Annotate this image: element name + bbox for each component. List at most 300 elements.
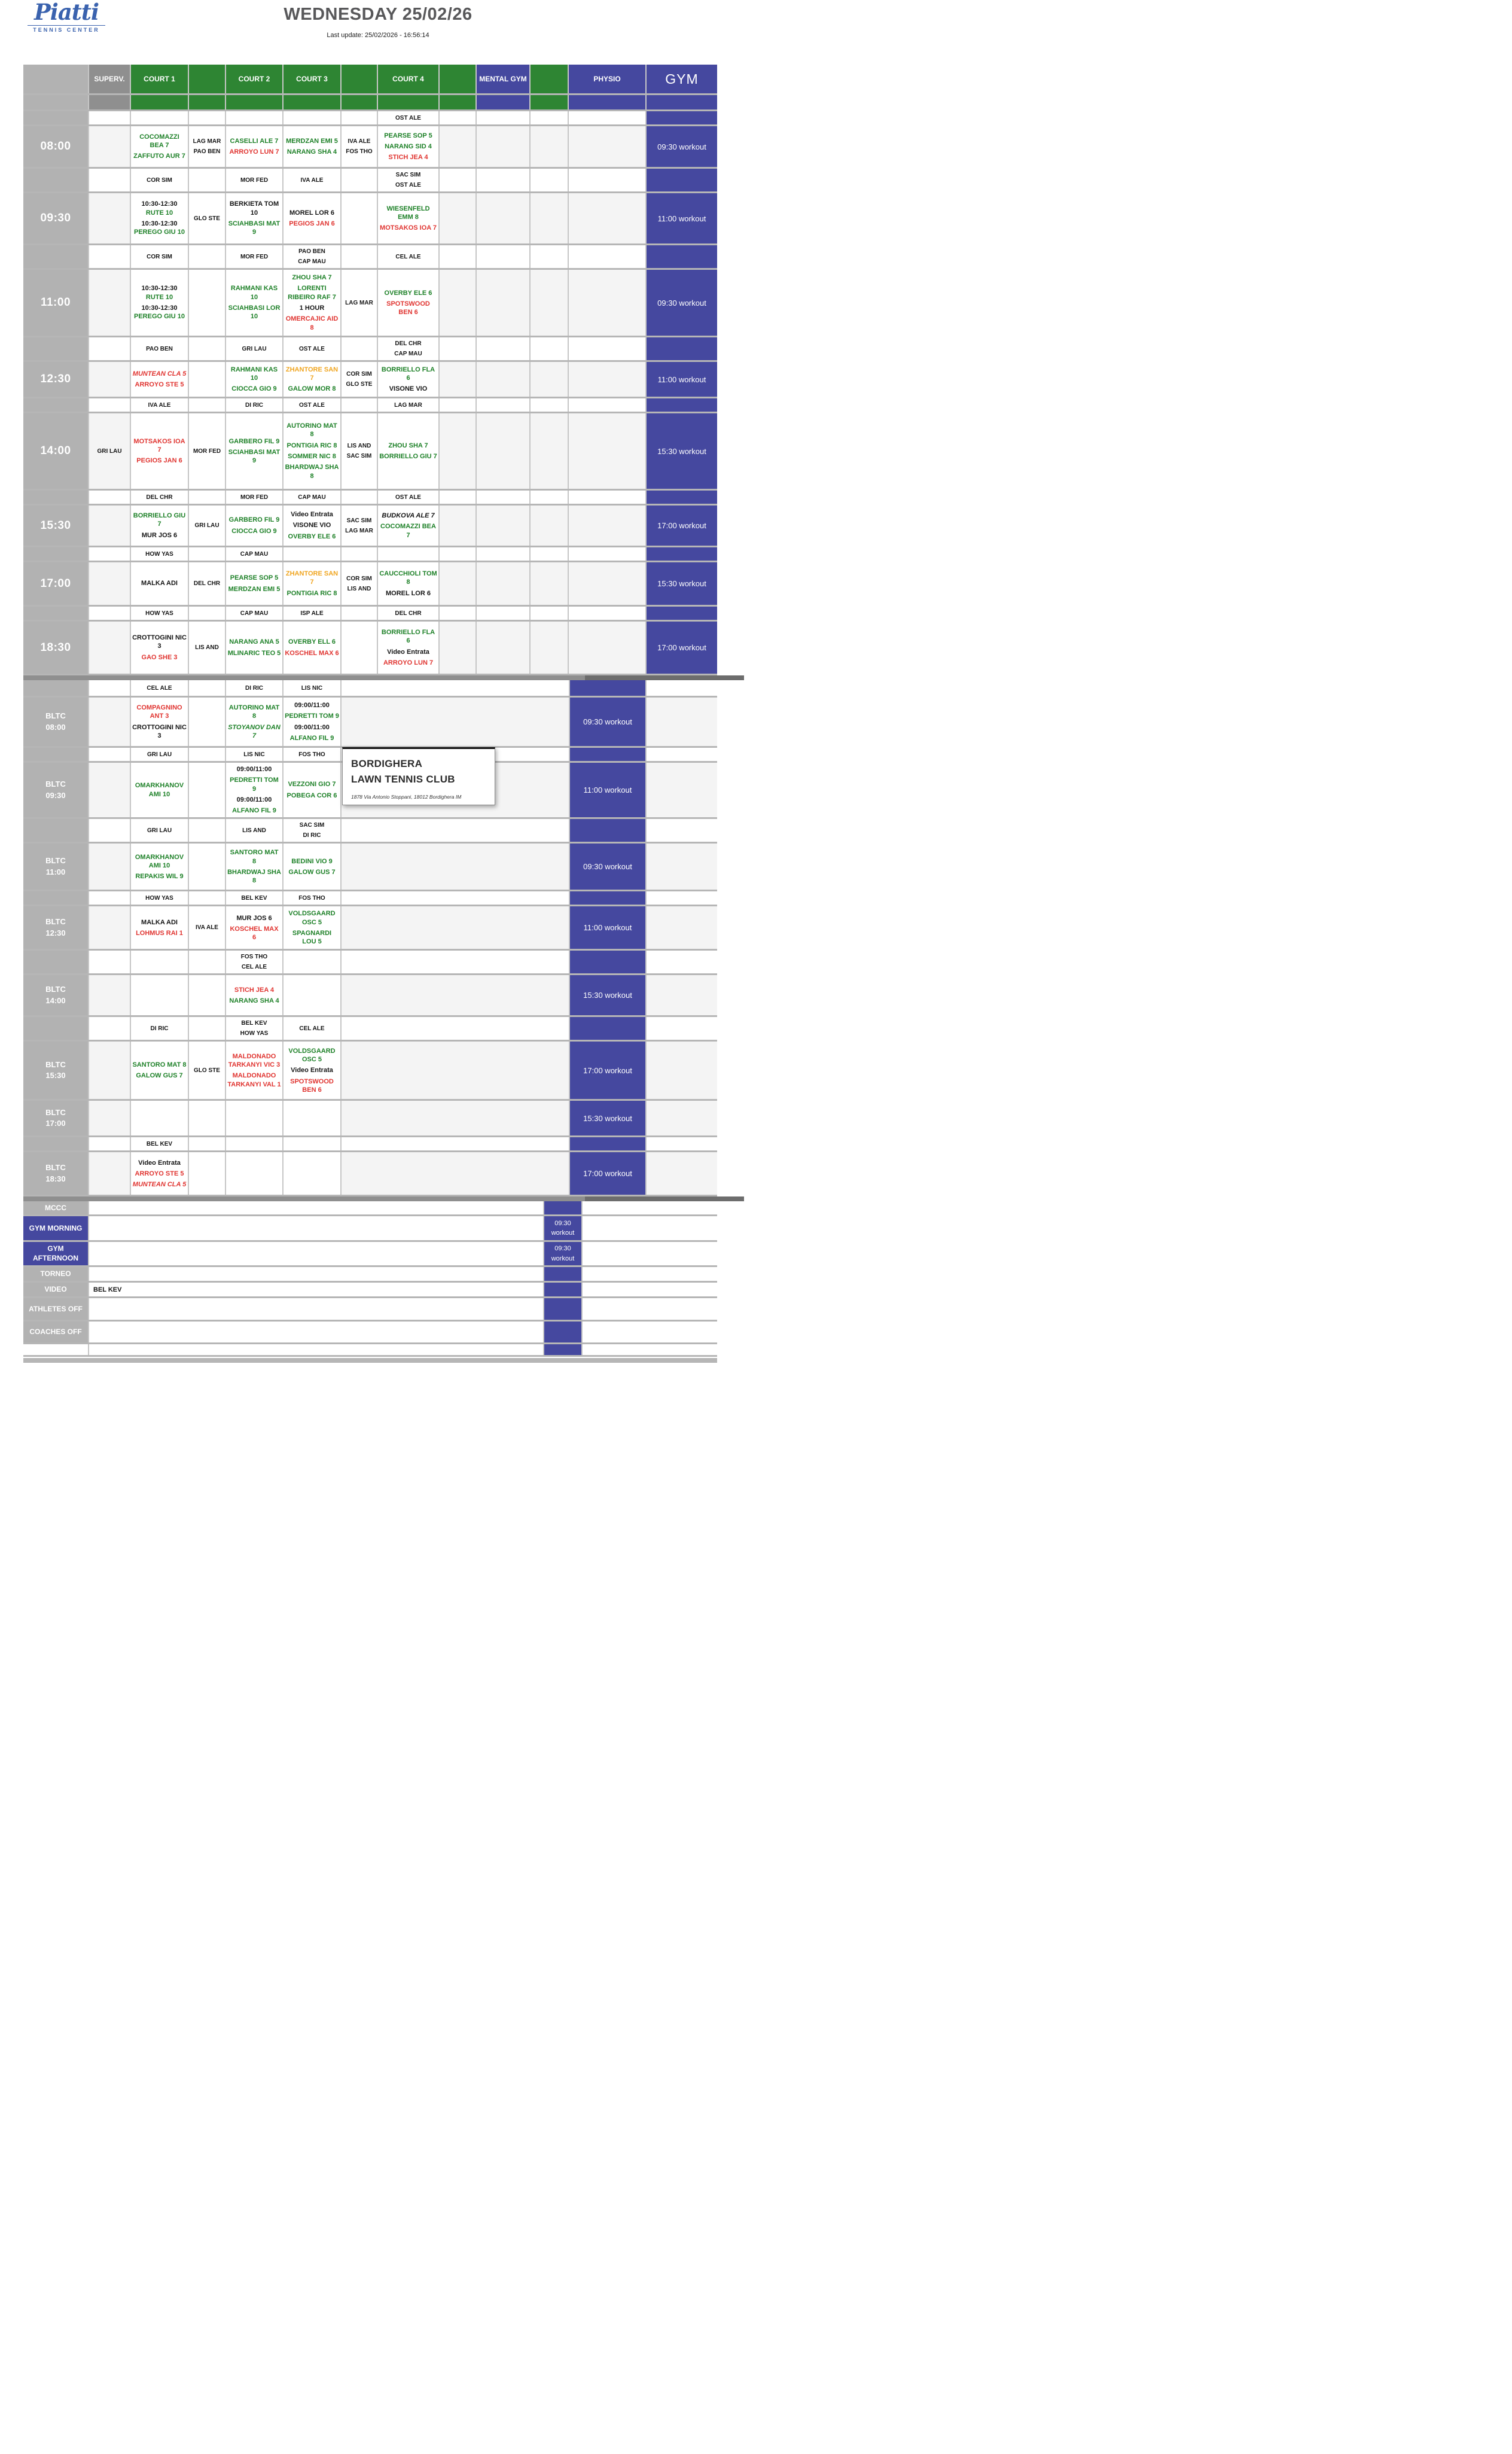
status-row-label: ATHLETES OFF: [29, 1304, 83, 1313]
schedule-entry: [231, 805, 277, 816]
schedule-entry: [132, 303, 187, 322]
cell-n3: [440, 362, 477, 397]
time-slot-label: 15:30: [40, 519, 71, 532]
mini-cell-sup: [89, 891, 131, 905]
cell-c1: [131, 193, 189, 243]
bltc-row-BLTC-12:30: [23, 906, 717, 951]
cell-time: [23, 1101, 89, 1135]
mini-cell-c4: [378, 111, 440, 124]
supervisor-name: DEL CHR: [395, 610, 422, 617]
entry-text: BUDKOVA ALE 7: [382, 512, 435, 520]
cell-c4: [378, 562, 440, 605]
status-cell-blue: [544, 1344, 583, 1355]
status-cell-wide: [89, 1344, 544, 1355]
cell-wk: [570, 698, 647, 746]
schedule-entry: [291, 856, 333, 867]
bltc-time-slot-label: BLTC 12:30: [45, 917, 66, 937]
mini-cell-c3: [284, 891, 342, 905]
mini-cell-c3: [284, 547, 342, 561]
mini-cell-time: [23, 1137, 89, 1150]
cell-c2: [226, 193, 284, 243]
section-divider-2: [23, 1196, 756, 1201]
cell-n1: [189, 193, 226, 243]
header-band-c1: [131, 95, 189, 109]
cell-mg: [477, 413, 531, 489]
cell-ph: [569, 270, 647, 336]
cell-c3: [284, 126, 342, 167]
cell-gym: [647, 126, 717, 167]
mini-cell-c1: [131, 607, 189, 620]
mini-cell-n1: [189, 951, 226, 973]
schedule-entry: [284, 1046, 340, 1065]
supervisor-row: [23, 1137, 717, 1152]
cell-n3: [440, 413, 477, 489]
mini-cell-n1: [189, 398, 226, 412]
column-header-label: COURT 4: [392, 74, 424, 83]
supervisor-name: COR SIM: [147, 253, 172, 260]
bltc-row-BLTC-15:30: [23, 1042, 717, 1101]
schedule-entry: [132, 218, 187, 238]
status-cell-lab: [23, 1298, 89, 1320]
schedule-entry: [388, 440, 428, 451]
schedule-entry: [227, 775, 282, 794]
divider-left: [23, 1196, 585, 1201]
mini-cell-ph: [569, 245, 647, 268]
mini-cell-n2: [342, 491, 378, 504]
entry-text: OVERBY ELE 6: [288, 532, 336, 540]
mini-cell-n4: [531, 547, 569, 561]
supervisor-name: LIS AND: [195, 644, 219, 651]
supervisor-name: BEL KEV: [241, 894, 267, 902]
cell-fill: [647, 1101, 717, 1135]
schedule-entry: [227, 364, 282, 384]
cell-n4: [531, 622, 569, 674]
schedule-entry: [227, 218, 282, 238]
cell-sup: [89, 1152, 131, 1195]
mini-cell-n2: [342, 111, 378, 124]
cell-c1: [131, 906, 189, 949]
entry-text: GALOW GUS 7: [136, 1072, 183, 1080]
entry-text: MOTSAKOS IOA 7: [133, 437, 185, 453]
cell-n4: [531, 126, 569, 167]
cell-c1: [131, 622, 189, 674]
mini-cell-n4: [531, 398, 569, 412]
entry-text: BEDINI VIO 9: [291, 857, 333, 865]
entry-text: BHARDWAJ SHA 8: [227, 868, 281, 885]
entry-text: LOHMUS RAI 1: [136, 929, 183, 937]
mini-cell-c3: [284, 491, 342, 504]
status-cell-blue: [544, 1216, 583, 1240]
schedule-row-08:00: [23, 126, 717, 169]
mini-cell-wk: [570, 1137, 647, 1150]
mini-cell-time: [23, 819, 89, 842]
schedule-entry: [299, 303, 325, 313]
cell-n1: [189, 698, 226, 746]
mini-cell-c3: [284, 337, 342, 360]
status-row-label: TORNEO: [40, 1269, 71, 1278]
entry-text: PONTIGIA RIC 8: [286, 589, 337, 597]
time-slot-label: 17:00: [40, 577, 71, 590]
entry-text: VISONE VIO: [389, 385, 428, 393]
entry-text: ALFANO FIL 9: [232, 807, 276, 815]
cell-n3: [440, 506, 477, 546]
gym-workout-label: 11:00 workout: [657, 375, 706, 384]
supervisor-name: LAG MAR: [345, 527, 373, 534]
schedule-row-17:00: [23, 562, 717, 607]
mini-cell-gym: [647, 169, 717, 191]
mini-cell-n2: [342, 337, 378, 360]
mini-cell-mg: [477, 607, 531, 620]
bottom-bar: [23, 1358, 717, 1363]
cell-sup: [89, 844, 131, 890]
cell-wk: [570, 763, 647, 817]
cell-wk: [570, 906, 647, 949]
status-cell-lab: [23, 1201, 89, 1214]
mini-cell-wk: [570, 1017, 647, 1040]
time-slot-label: 09:30: [40, 212, 71, 224]
entry-text: Video Entrata: [291, 511, 333, 519]
mini-cell-n4: [531, 169, 569, 191]
cell-c4: [378, 506, 440, 546]
mini-cell-ph: [569, 169, 647, 191]
mini-cell-merge: [342, 951, 570, 973]
supervisor-name: COR SIM: [346, 371, 372, 377]
mini-cell-mg: [477, 491, 531, 504]
supervisor-name: ISP ALE: [300, 610, 324, 617]
mini-cell-mg: [477, 169, 531, 191]
mini-cell-c2: [226, 169, 284, 191]
header-band-n3: [440, 95, 477, 109]
cell-time: [23, 413, 89, 489]
supervisor-name: LAG MAR: [193, 138, 221, 145]
status-cell-lab: [23, 1283, 89, 1296]
schedule-entry: [227, 447, 282, 467]
schedule-entry: [132, 852, 187, 872]
schedule-entry: [236, 794, 273, 805]
mini-cell-time: [23, 245, 89, 268]
schedule-entry: [132, 780, 187, 800]
supervisor-name: LIS AND: [347, 585, 371, 592]
mini-cell-fill: [647, 891, 717, 905]
column-header-label: GYM: [665, 71, 699, 87]
gym-workout-label: 17:00 workout: [583, 1065, 632, 1075]
mini-cell-c4: [378, 398, 440, 412]
mini-cell-n3: [440, 337, 477, 360]
status-cell-wide: [89, 1298, 544, 1320]
cell-c1: [131, 413, 189, 489]
schedule-entry: [284, 568, 340, 588]
schedule-entry: [138, 1158, 181, 1168]
entry-text: CIOCCA GIO 9: [231, 385, 277, 393]
entry-text: MERDZAN EMI 5: [228, 585, 281, 593]
entry-text: MUNTEAN CLA 5: [132, 1181, 187, 1189]
schedule-entry: [383, 130, 433, 141]
entry-text: 10:30-12:30: [141, 200, 178, 208]
supervisor-name: CEL ALE: [147, 684, 172, 692]
schedule-entry: [284, 313, 340, 333]
logo-subtitle: TENNIS CENTER: [28, 25, 105, 33]
mini-cell-c1: [131, 748, 189, 761]
entry-text: Video Entrata: [291, 1067, 333, 1074]
gym-workout-label: 09:30 workout: [583, 862, 632, 872]
mini-cell-sup: [89, 169, 131, 191]
entry-text: SCIAHBASI MAT 9: [228, 220, 281, 236]
schedule-entry: [132, 1179, 187, 1190]
cell-n4: [531, 562, 569, 605]
cell-n1: [189, 1152, 226, 1195]
entry-text: OVERBY ELE 6: [384, 289, 432, 297]
schedule-entry: [132, 722, 187, 742]
schedule-entry: [284, 711, 340, 721]
mini-cell-c2: [226, 607, 284, 620]
schedule-entry: [228, 436, 281, 447]
cell-gym: [647, 362, 717, 397]
mini-cell-ph: [569, 337, 647, 360]
supervisor-name: GRI LAU: [97, 447, 122, 455]
cell-mg: [477, 126, 531, 167]
gym-workout-label: 15:30 workout: [583, 1113, 632, 1123]
cell-c4: [378, 362, 440, 397]
supervisor-name: SAC SIM: [346, 453, 372, 459]
status-cell-lab: [23, 1322, 89, 1342]
cell-fill: [647, 844, 717, 890]
schedule-entry: [287, 779, 336, 790]
schedule-entry: [230, 136, 279, 147]
schedule-entry: [227, 867, 282, 887]
supervisor-name: HOW YAS: [145, 894, 173, 902]
schedule-entry: [284, 364, 340, 384]
cell-c2: [226, 413, 284, 489]
cell-sup: [89, 506, 131, 546]
mini-cell-wk: [570, 748, 647, 761]
cell-c2: [226, 906, 284, 949]
mini-cell-time: [23, 169, 89, 191]
supervisor-name: IVA ALE: [196, 924, 218, 931]
mini-cell-c3: [284, 245, 342, 268]
cell-c1: [131, 844, 189, 890]
cell-c1: [131, 763, 189, 817]
cell-mg: [477, 193, 531, 243]
supervisor-name: LIS NIC: [243, 751, 265, 758]
cell-n3: [440, 562, 477, 605]
column-header-c4: [378, 65, 440, 93]
schedule-row-11:00: [23, 270, 717, 337]
gym-workout-label: 11:00 workout: [583, 785, 632, 795]
cell-n3: [440, 622, 477, 674]
entry-text: ZHANTORE SAN 7: [285, 366, 339, 382]
mini-cell-c3: [284, 951, 342, 973]
entry-text: GAO SHE 3: [141, 653, 178, 661]
cell-c3: [284, 698, 342, 746]
entry-text: CROTTOGINI NIC 3: [132, 634, 187, 650]
column-header-label: SUPERV.: [94, 74, 125, 83]
entry-text: PEDRETTI TOM 9: [230, 777, 279, 793]
supervisor-name: MOR FED: [240, 494, 269, 501]
cell-ph: [569, 362, 647, 397]
bltc-row-BLTC-14:00: [23, 975, 717, 1017]
piatti-logo: [28, 1, 105, 33]
cell-n4: [531, 362, 569, 397]
mini-cell-c2: [226, 547, 284, 561]
cell-sup: [89, 362, 131, 397]
mini-cell-ph: [569, 547, 647, 561]
column-header-c2: [226, 65, 284, 93]
page-title: WEDNESDAY 25/02/26: [284, 5, 472, 24]
schedule-entry: [234, 985, 275, 995]
cell-wk: [570, 975, 647, 1015]
cell-c3: [284, 362, 342, 397]
bltc-time-slot-label: BLTC 18:30: [45, 1163, 66, 1183]
schedule-entry: [228, 514, 281, 525]
cell-n1: [189, 1101, 226, 1135]
mini-cell-n2: [342, 607, 378, 620]
mini-cell-time: [23, 951, 89, 973]
status-cell-blue: [544, 1283, 583, 1296]
entry-text: SPOTSWOOD BEN 6: [290, 1077, 334, 1094]
cell-c3: [284, 1101, 342, 1135]
entry-text: GARBERO FIL 9: [228, 437, 280, 445]
cell-c3: [284, 763, 342, 817]
status-cell-wide: [89, 1216, 544, 1240]
column-header-n1: [189, 65, 226, 93]
entry-text: SOMMER NIC 8: [288, 453, 336, 460]
cell-merge: [342, 906, 570, 949]
cell-merge: [342, 1152, 570, 1195]
schedule-entry: [132, 199, 187, 218]
mini-cell-time: [23, 1017, 89, 1040]
supervisor-name: GRI LAU: [147, 751, 172, 758]
schedule-entry: [288, 637, 336, 647]
cell-sup: [89, 1101, 131, 1135]
schedule-entry: [292, 520, 332, 531]
gym-workout-label: 11:00 workout: [657, 214, 706, 223]
entry-text: LORENTI RIBEIRO RAF 7: [288, 285, 336, 301]
entry-text: GALOW MOR 8: [288, 385, 336, 393]
schedule-entry: [230, 573, 279, 583]
schedule-entry: [379, 521, 438, 541]
status-row-coaches-off: [23, 1322, 717, 1344]
cell-time: [23, 622, 89, 674]
entry-text: 09:00/11:00: [236, 766, 272, 773]
cell-n4: [531, 270, 569, 336]
cell-fill: [647, 906, 717, 949]
schedule-row-18:30: [23, 622, 717, 675]
cell-c2: [226, 562, 284, 605]
entry-text: SCIAHBASI MAT 9: [228, 448, 281, 465]
entry-text: MALDONADO TARKANYI VAL 1: [227, 1072, 281, 1088]
cell-n1: [189, 622, 226, 674]
status-cell-wide: [89, 1242, 544, 1265]
bltc-time-slot-label: BLTC 17:00: [45, 1107, 66, 1128]
entry-text: NARANG SHA 4: [286, 148, 337, 156]
mini-cell-ph: [569, 607, 647, 620]
schedule-entry: [135, 379, 185, 390]
mini-cell-n2: [342, 547, 378, 561]
entry-text: CROTTOGINI NIC 3: [132, 723, 187, 739]
entry-text: MALKA ADI: [141, 918, 178, 926]
cell-c3: [284, 622, 342, 674]
cell-n3: [440, 270, 477, 336]
entry-text: 10:30-12:30: [141, 220, 178, 227]
cell-mg: [477, 622, 531, 674]
mini-cell-ph: [569, 398, 647, 412]
schedule-entry: [379, 568, 438, 588]
supervisor-name: CAP MAU: [298, 494, 326, 501]
status-cell-lab: [23, 1344, 89, 1355]
supervisor-name: SAC SIM: [299, 822, 325, 829]
schedule-entry: [290, 1065, 334, 1076]
supervisor-name: CEL ALE: [299, 1025, 325, 1032]
cell-c1: [131, 1101, 189, 1135]
supervisor-row: [23, 398, 717, 413]
mini-cell-c1: [131, 491, 189, 504]
cell-c2: [226, 622, 284, 674]
supervisor-row: [23, 547, 717, 562]
schedule-entry: [132, 132, 187, 151]
mini-cell-sup: [89, 1137, 131, 1150]
schedule-entry: [141, 917, 178, 928]
cell-time: [23, 270, 89, 336]
supervisor-name: GRI LAU: [242, 345, 267, 352]
mini-cell-n4: [531, 337, 569, 360]
header-band-time: [23, 95, 89, 109]
schedule-entry: [132, 283, 187, 303]
club-name-line2: LAWN TENNIS CLUB: [351, 773, 455, 785]
status-cell-fill: [583, 1344, 717, 1355]
mini-cell-c2: [226, 337, 284, 360]
schedule-entry: [132, 369, 187, 379]
header-band-c4: [378, 95, 440, 109]
entry-text: PEREGO GIU 10: [134, 313, 185, 321]
supervisor-name: HOW YAS: [145, 610, 173, 617]
mini-cell-sup: [89, 398, 131, 412]
entry-text: BERKIETA TOM 10: [229, 200, 279, 217]
bltc-row-BLTC-08:00: [23, 698, 717, 748]
schedule-entry: [227, 702, 282, 722]
schedule-entry: [284, 1076, 340, 1096]
status-cell-wide: [89, 1283, 544, 1296]
mini-cell-n1: [189, 111, 226, 124]
cell-fill: [647, 698, 717, 746]
mini-cell-c1: [131, 547, 189, 561]
mini-cell-c1: [131, 111, 189, 124]
schedule-entry: [141, 530, 178, 541]
supervisor-name: COR SIM: [147, 176, 172, 184]
mini-cell-c2: [226, 891, 284, 905]
status-row-label: GYM AFTERNOON: [33, 1244, 78, 1262]
mini-cell-merge: [342, 819, 570, 842]
cell-n2: [342, 193, 378, 243]
cell-ph: [569, 413, 647, 489]
schedule-entry: [228, 995, 279, 1006]
schedule-entry: [284, 283, 340, 303]
schedule-entry: [294, 722, 330, 733]
cell-gym: [647, 622, 717, 674]
entry-text: OMERCAJIC AID 8: [285, 315, 339, 331]
cell-c4: [378, 413, 440, 489]
entry-text: ALFANO FIL 9: [289, 734, 334, 742]
mini-cell-c4: [378, 337, 440, 360]
schedule-entry: [133, 151, 186, 162]
mini-cell-n2: [342, 398, 378, 412]
entry-text: SPAGNARDI LOU 5: [292, 929, 332, 946]
header-band-n4: [531, 95, 569, 109]
entry-text: COMPAGNINO ANT 3: [136, 704, 182, 720]
entry-text: RAHMANI KAS 10: [230, 366, 278, 382]
mini-cell-time: [23, 491, 89, 504]
cell-c1: [131, 362, 189, 397]
gym-workout-label: 09:30 workout: [551, 1245, 575, 1262]
